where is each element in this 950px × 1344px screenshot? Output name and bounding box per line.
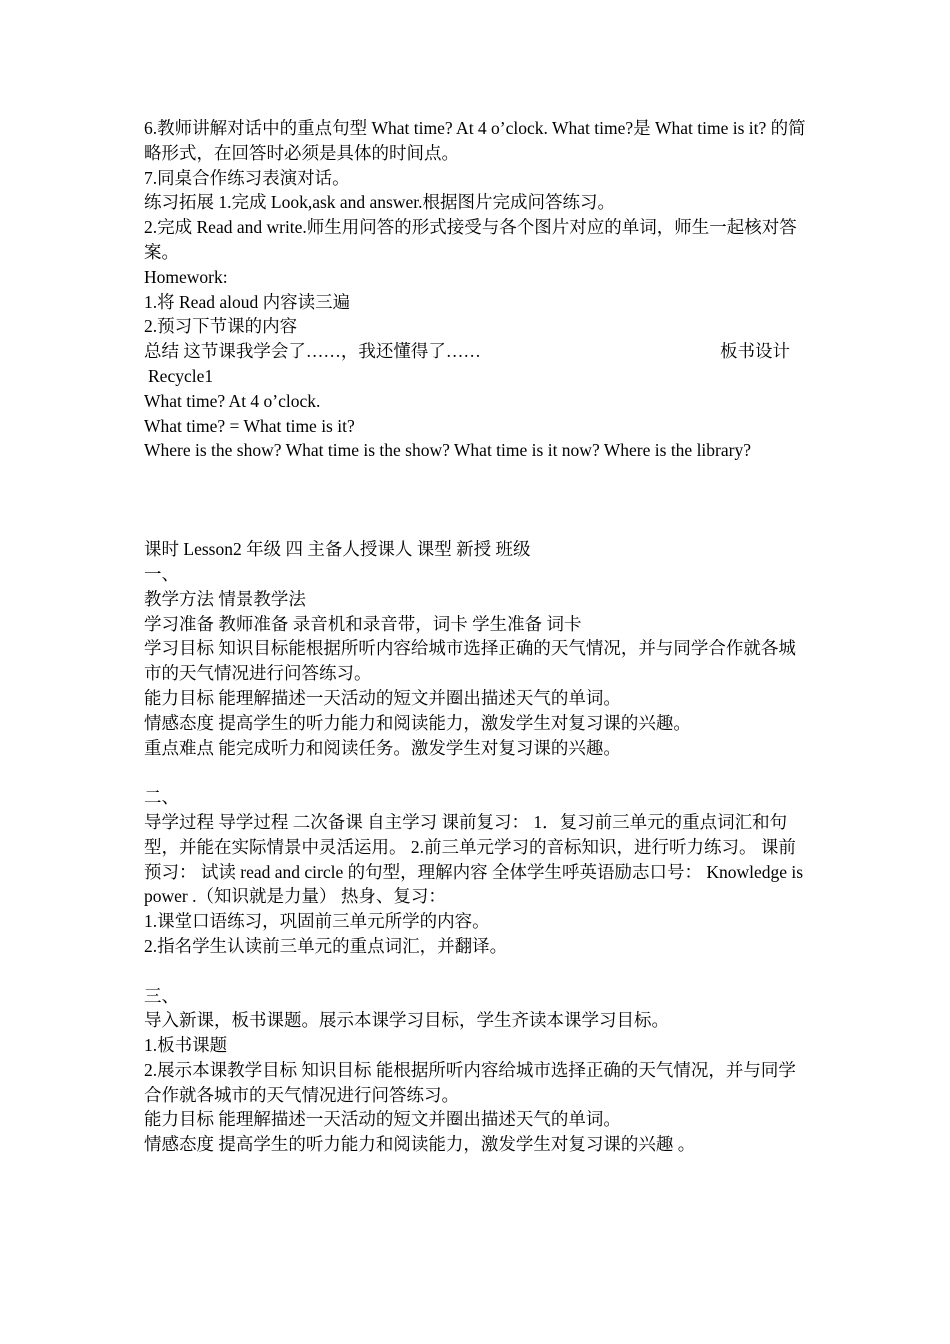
part-2-label: 二、 <box>144 787 179 808</box>
process-item-2: 2.指名学生认读前三单元的重点词汇，并翻译。 <box>144 935 508 956</box>
practice-extension-1: 练习拓展 1.完成 Look,ask and answer.根据图片完成问答练习。 <box>144 192 616 213</box>
introduction: 导入新课，板书课题。展示本课学习目标，学生齐读本课学习目标。 <box>144 1010 669 1031</box>
section-spacer <box>144 760 807 785</box>
paragraph-step-6: 6.教师讲解对话中的重点句型 What time? At 4 o’clock. What time?是 What time is it? 的简略形式，在回答时必须是具体的时间点。 <box>144 118 806 163</box>
summary-text: 总结 这节课我学会了……，我还懂得了…… <box>144 341 481 362</box>
practice-extension-2: 2.完成 Read and write.师生用问答的形式接受与各个图片对应的单词，师生一起核对答案。 <box>144 217 797 262</box>
learning-preparation: 学习准备 教师准备 录音机和录音带，词卡 学生准备 词卡 <box>144 613 582 634</box>
homework-title: Homework: <box>144 266 228 287</box>
ability-goal: 能力目标 能理解描述一天活动的短文并圈出描述天气的单词。 <box>144 687 621 708</box>
board-design-label: 板书设计 <box>720 341 790 362</box>
homework-item-2: 2.预习下节课的内容 <box>144 316 298 337</box>
section-spacer <box>144 959 807 984</box>
emotion-goal: 情感态度 提高学生的听力能力和阅读能力，激发学生对复习课的兴趣。 <box>144 712 691 733</box>
step-1: 1.板书课题 <box>144 1035 228 1056</box>
step-emotion-goal: 情感态度 提高学生的听力能力和阅读能力，激发学生对复习课的兴趣 。 <box>144 1134 696 1155</box>
process-item-1: 1.课堂口语练习，巩固前三单元所学的内容。 <box>144 911 490 932</box>
lesson-header: 课时 Lesson2 年级 四 主备人授课人 课型 新授 班级 <box>144 539 531 560</box>
step-2: 2.展示本课教学目标 知识目标 能根据所听内容给城市选择正确的天气情况，并与同学合作就各城市的天气情况进行问答练习。 <box>144 1059 796 1105</box>
board-line-2: What time? = What time is it? <box>144 415 355 436</box>
paragraph-step-7: 7.同桌合作练习表演对话。 <box>144 167 350 188</box>
board-line-3: Where is the show? What time is the show? What time is it now? Where is the library? <box>144 440 751 461</box>
part-1-label: 一、 <box>144 563 179 584</box>
board-title: Recycle1 <box>148 365 214 386</box>
guided-process: 导学过程 导学过程 二次备课 自主学习 课前复习： 1．复习前三单元的重点词汇和句型，并能在实际情景中灵活运用。 2.前三单元学习的音标知识，进行听力练习。 课前预习： 试读 read and circle 的句型，理解内容 全体学生呼英语励志口号： Knowledge is power .（知识就是力量） 热身、复习： <box>144 811 804 907</box>
part-3-label: 三、 <box>144 985 179 1006</box>
section-spacer <box>144 463 807 537</box>
board-line-1: What time? At 4 o’clock. <box>144 390 321 411</box>
knowledge-goal: 学习目标 知识目标能根据所听内容给城市选择正确的天气情况，并与同学合作就各城市的天气情况进行问答练习。 <box>144 638 796 684</box>
key-points: 重点难点 能完成听力和阅读任务。激发学生对复习课的兴趣。 <box>144 737 621 758</box>
teaching-method: 教学方法 情景教学法 <box>144 588 306 609</box>
summary-row <box>144 339 807 364</box>
document-page <box>144 116 807 1157</box>
step-ability-goal: 能力目标 能理解描述一天活动的短文并圈出描述天气的单词。 <box>144 1109 621 1130</box>
homework-item-1: 1.将 Read aloud 内容读三遍 <box>144 291 351 312</box>
